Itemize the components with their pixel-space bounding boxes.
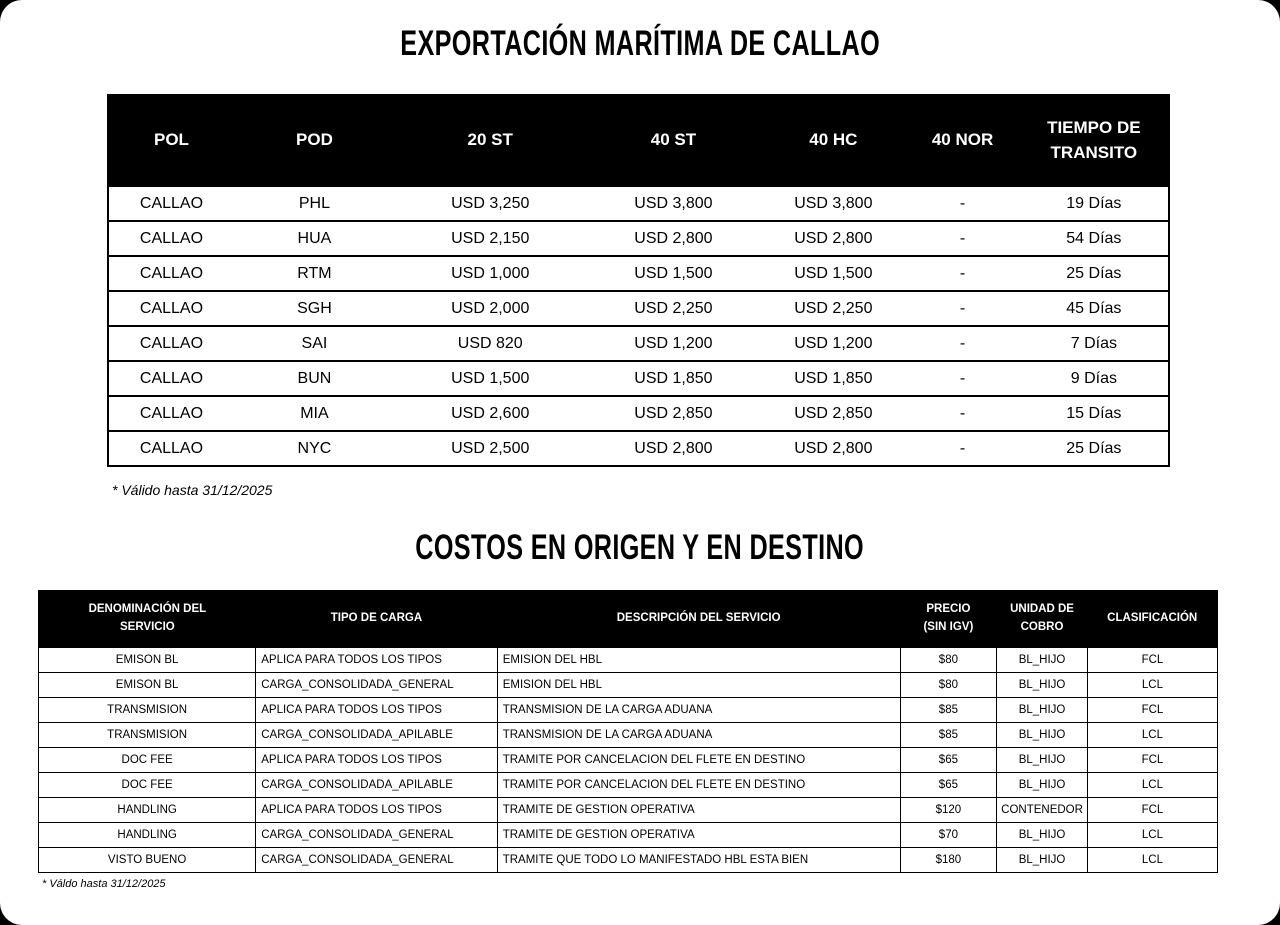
table-cell: TRAMITE QUE TODO LO MANIFESTADO HBL ESTA BIEN: [497, 848, 900, 873]
table-cell: USD 2,850: [634, 404, 713, 422]
column-header: [234, 95, 395, 186]
table-cell: TRANSMISION DE LA CARGA ADUANA: [497, 698, 900, 723]
table-cell: USD 2,800: [634, 439, 713, 457]
table-cell: CONTENEDOR: [997, 798, 1088, 823]
table-cell: USD 2,800: [634, 229, 713, 247]
column-header-label: 40 ST: [650, 130, 697, 150]
table-cell: $80: [900, 673, 997, 698]
table-cell: DOC FEE: [39, 773, 256, 798]
export-table-title: [0, 24, 1280, 64]
table-cell: $70: [900, 823, 997, 848]
table-cell: TRANSMISION DE LA CARGA ADUANA: [497, 723, 900, 748]
table-cell: $180: [900, 848, 997, 873]
table-cell: BL_HIJO: [997, 848, 1088, 873]
table-cell: HANDLING: [39, 798, 256, 823]
column-header-label: UNIDAD DE COBRO: [1010, 603, 1074, 633]
table-cell: -: [959, 264, 966, 282]
table-cell: BL_HIJO: [997, 773, 1088, 798]
table-cell: TRANSMISION: [39, 723, 256, 748]
table-cell: SGH: [297, 299, 332, 317]
table-cell: RTM: [297, 264, 332, 282]
table-cell: LCL: [1087, 723, 1217, 748]
table-cell: USD 3,800: [634, 194, 713, 212]
table-cell: CALLAO: [139, 369, 204, 387]
table-cell: HANDLING: [39, 823, 256, 848]
table-row: [39, 848, 1218, 873]
table-cell: BL_HIJO: [997, 673, 1088, 698]
column-header-label: TIPO DE CARGA: [330, 612, 423, 625]
table-cell: CALLAO: [139, 229, 204, 247]
table-row: [108, 326, 1169, 361]
table-cell: CALLAO: [139, 404, 204, 422]
table-cell: BL_HIJO: [997, 748, 1088, 773]
table-cell: APLICA PARA TODOS LOS TIPOS: [256, 748, 497, 773]
table-cell: 45 Días: [1066, 299, 1122, 317]
table-cell: 15 Días: [1066, 404, 1122, 422]
table-cell: LCL: [1087, 673, 1217, 698]
table-cell: VISTO BUENO: [39, 848, 256, 873]
table-cell: $80: [900, 648, 997, 673]
table-cell: USD 1,000: [451, 264, 530, 282]
table-cell: BUN: [297, 369, 332, 387]
table-cell: USD 2,850: [794, 404, 873, 422]
table-cell: 25 Días: [1066, 264, 1122, 282]
table-cell: CARGA_CONSOLIDADA_APILABLE: [256, 773, 497, 798]
table-cell: 9 Días: [1070, 369, 1117, 387]
table-cell: $85: [900, 723, 997, 748]
table-cell: APLICA PARA TODOS LOS TIPOS: [256, 798, 497, 823]
column-header: [1020, 95, 1169, 186]
table-row: [108, 186, 1169, 221]
table-cell: -: [959, 404, 966, 422]
table-cell: CALLAO: [139, 439, 204, 457]
table-cell: FCL: [1087, 798, 1217, 823]
column-header: [586, 95, 762, 186]
column-header-label: 40 HC: [809, 130, 858, 150]
table-cell: $65: [900, 773, 997, 798]
table-cell: -: [959, 194, 966, 212]
column-header-label: CLASIFICACIÓN: [1107, 612, 1198, 625]
table-cell: CARGA_CONSOLIDADA_GENERAL: [256, 848, 497, 873]
table-cell: USD 820: [457, 334, 523, 352]
table-cell: 25 Días: [1066, 439, 1122, 457]
table-cell: BL_HIJO: [997, 823, 1088, 848]
table-row: [108, 256, 1169, 291]
column-header: [905, 95, 1019, 186]
column-header-label: TIEMPO DE TRANSITO: [1047, 117, 1141, 162]
table-cell: USD 2,250: [794, 299, 873, 317]
table-cell: EMISON BL: [39, 673, 256, 698]
table-cell: -: [959, 229, 966, 247]
table-cell: FCL: [1087, 648, 1217, 673]
table-cell: $85: [900, 698, 997, 723]
table-cell: CALLAO: [139, 299, 204, 317]
table-row: [108, 361, 1169, 396]
table-cell: APLICA PARA TODOS LOS TIPOS: [256, 698, 497, 723]
table-cell: LCL: [1087, 848, 1217, 873]
table-row: [39, 748, 1218, 773]
table-cell: BL_HIJO: [997, 648, 1088, 673]
column-header-label: PRECIO (SIN IGV): [923, 603, 974, 633]
column-header: [395, 95, 586, 186]
table-cell: -: [959, 439, 966, 457]
column-header: [108, 95, 234, 186]
column-header: [761, 95, 905, 186]
table-cell: USD 1,850: [794, 369, 873, 387]
table-cell: BL_HIJO: [997, 698, 1088, 723]
table-cell: DOC FEE: [39, 748, 256, 773]
table-cell: EMISION DEL HBL: [497, 648, 900, 673]
table-cell: CALLAO: [139, 334, 204, 352]
table-cell: CALLAO: [139, 194, 204, 212]
table-cell: TRAMITE DE GESTION OPERATIVA: [497, 798, 900, 823]
table-cell: EMISION DEL HBL: [497, 673, 900, 698]
table-cell: -: [959, 369, 966, 387]
table-cell: USD 2,150: [451, 229, 530, 247]
column-header: [997, 591, 1088, 648]
column-header: [256, 591, 497, 648]
table-cell: USD 2,600: [451, 404, 530, 422]
table-cell: USD 2,500: [451, 439, 530, 457]
table-row: [108, 221, 1169, 256]
table-cell: HUA: [297, 229, 332, 247]
table-cell: USD 2,800: [794, 439, 873, 457]
export-table-header: [108, 95, 1169, 186]
table-cell: MIA: [300, 404, 329, 422]
costs-table-title: [0, 528, 1280, 568]
export-table-title-text: EXPORTACIÓN MARÍTIMA DE CALLAO: [400, 24, 880, 63]
table-cell: USD 2,000: [451, 299, 530, 317]
table-cell: 19 Días: [1066, 194, 1122, 212]
column-header: [497, 591, 900, 648]
table-cell: TRAMITE DE GESTION OPERATIVA: [497, 823, 900, 848]
column-header-label: POD: [296, 130, 333, 150]
table-row: [39, 648, 1218, 673]
table-cell: TRAMITE POR CANCELACION DEL FLETE EN DESTINO: [497, 773, 900, 798]
table-cell: $120: [900, 798, 997, 823]
table-cell: CARGA_CONSOLIDADA_APILABLE: [256, 723, 497, 748]
table-cell: -: [959, 299, 966, 317]
table-cell: 7 Días: [1070, 334, 1117, 352]
column-header: [39, 591, 256, 648]
table-cell: USD 1,200: [794, 334, 873, 352]
table-cell: $65: [900, 748, 997, 773]
column-header-label: 40 NOR: [931, 130, 994, 150]
table-cell: USD 2,800: [794, 229, 873, 247]
table-cell: USD 2,250: [634, 299, 713, 317]
table-row: [39, 798, 1218, 823]
table-cell: USD 1,500: [451, 369, 530, 387]
table-row: [39, 673, 1218, 698]
table-cell: USD 3,250: [451, 194, 530, 212]
column-header-label: 20 ST: [467, 130, 513, 150]
table-cell: USD 1,850: [634, 369, 713, 387]
table-row: [39, 698, 1218, 723]
table-cell: CALLAO: [139, 264, 204, 282]
table-cell: USD 3,800: [794, 194, 873, 212]
table-cell: USD 1,500: [634, 264, 713, 282]
export-table-body: [108, 186, 1169, 466]
origin-destination-costs-table: [38, 590, 1218, 873]
table-cell: NYC: [297, 439, 332, 457]
table-row: [108, 291, 1169, 326]
table-cell: USD 1,500: [794, 264, 873, 282]
table-cell: CARGA_CONSOLIDADA_GENERAL: [256, 823, 497, 848]
export-table-footnote: * Válido hasta 31/12/2025: [112, 482, 273, 498]
table-cell: PHL: [298, 194, 330, 212]
export-rates-table: [107, 94, 1170, 467]
table-cell: FCL: [1087, 748, 1217, 773]
table-cell: LCL: [1087, 773, 1217, 798]
table-cell: -: [959, 334, 966, 352]
table-cell: LCL: [1087, 823, 1217, 848]
table-cell: TRANSMISION: [39, 698, 256, 723]
costs-table-body: [39, 648, 1218, 873]
table-cell: EMISON BL: [39, 648, 256, 673]
table-cell: TRAMITE POR CANCELACION DEL FLETE EN DESTINO: [497, 748, 900, 773]
table-cell: APLICA PARA TODOS LOS TIPOS: [256, 648, 497, 673]
table-cell: FCL: [1087, 698, 1217, 723]
column-header: [900, 591, 997, 648]
table-row: [108, 396, 1169, 431]
costs-table-footnote: * Váldo hasta 31/12/2025: [42, 878, 166, 890]
table-cell: 54 Días: [1066, 229, 1122, 247]
table-row: [108, 431, 1169, 466]
table-cell: SAI: [301, 334, 328, 352]
costs-table-header: [39, 591, 1218, 648]
table-cell: CARGA_CONSOLIDADA_GENERAL: [256, 673, 497, 698]
table-cell: BL_HIJO: [997, 723, 1088, 748]
column-header-label: DESCRIPCIÓN DEL SERVICIO: [616, 612, 781, 625]
column-header-label: POL: [154, 130, 189, 150]
table-cell: USD 1,200: [634, 334, 713, 352]
column-header-label: DENOMINACIÓN DEL SERVICIO: [88, 603, 207, 633]
table-row: [39, 773, 1218, 798]
table-row: [39, 723, 1218, 748]
table-row: [39, 823, 1218, 848]
costs-table-title-text: COSTOS EN ORIGEN Y EN DESTINO: [415, 528, 865, 567]
column-header: [1087, 591, 1217, 648]
